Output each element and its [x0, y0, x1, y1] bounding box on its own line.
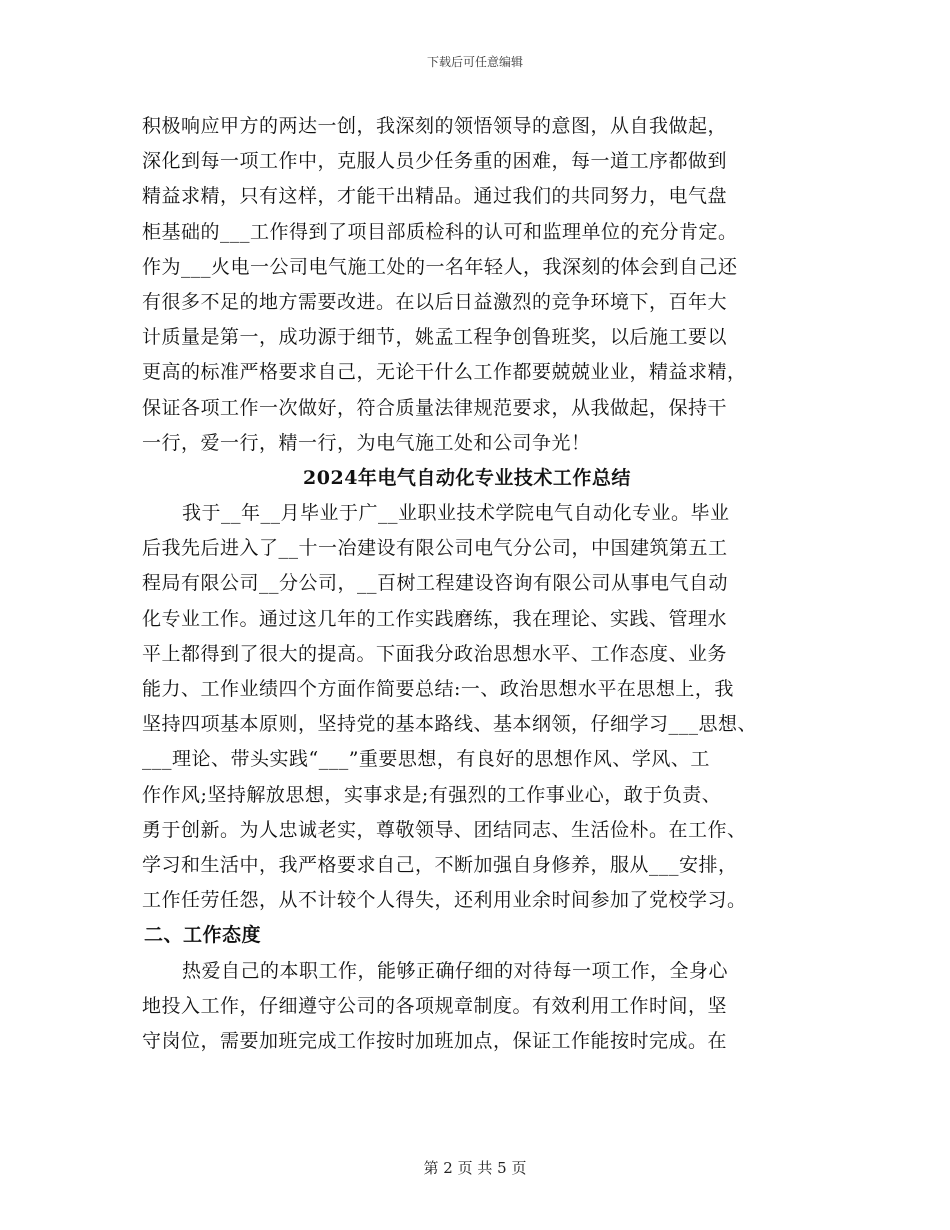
text-line: 后我先后进入了__十一冶建设有限公司电气分公司，中国建筑第五工: [142, 537, 728, 560]
text-line: 积极响应甲方的两达一创，我深刻的领悟领导的意图，从自我做起，: [142, 115, 728, 137]
header-note: 下载后可任意编辑: [426, 55, 523, 69]
text-line: 坚持四项基本原则，坚持党的基本路线、基本纲领，仔细学习___思想、: [142, 713, 758, 736]
text-line: 工作任劳任怨，从不计较个人得失，还利用业余时间参加了党校学习。: [142, 889, 747, 912]
document-body: [142, 109, 822, 1059]
section-title: 2024年电气自动化专业技术工作总结: [303, 466, 631, 489]
text-line: 作作风;坚持解放思想，实事求是;有强烈的工作事业心，敢于负责、: [142, 783, 722, 806]
text-line: 深化到每一项工作中，克服人员少任务重的困难，每一道工序都做到: [142, 150, 728, 173]
paragraph-first-line: 我于__年__月毕业于广__业职业技术学院电气自动化专业。毕业: [182, 502, 730, 525]
text-line: 柜基础的___工作得到了项目部质检科的认可和监理单位的充分肯定。: [142, 220, 738, 243]
text-line: 守岗位，需要加班完成工作按时加班加点，保证工作能按时完成。在: [142, 1029, 728, 1052]
section-heading: 二、工作态度: [144, 924, 262, 947]
text-line: 能力、工作业绩四个方面作简要总结:一、政治思想水平在思想上，我: [142, 678, 734, 700]
text-line: 平上都得到了很大的提高。下面我分政治思想水平、工作态度、业务: [142, 642, 728, 665]
text-line: 化专业工作。通过这几年的工作实践磨练，我在理论、实践、管理水: [142, 607, 728, 630]
text-line: 学习和生活中，我严格要求自己，不断加强自身修养，服从___安排，: [142, 853, 738, 876]
text-line: 勇于创新。为人忠诚老实，尊敬领导、团结同志、生活俭朴。在工作、: [142, 818, 747, 841]
text-line: 计质量是第一，成功源于细节，姚孟工程争创鲁班奖，以后施工要以: [142, 326, 728, 349]
text-line: 保证各项工作一次做好，符合质量法律规范要求，从我做起，保持干: [142, 396, 728, 419]
text-line: ___理论、带头实践“___”重要思想，有良好的思想作风、学风、工: [142, 748, 710, 771]
page-number: 第 2 页 共 5 页: [423, 1159, 527, 1177]
text-line: 更高的标准严格要求自己，无论干什么工作都要兢兢业业，精益求精，: [142, 361, 747, 384]
text-line: 有很多不足的地方需要改进。在以后日益激烈的竞争环境下，百年大: [142, 290, 728, 313]
paragraph-first-line: 热爱自己的本职工作，能够正确仔细的对待每一项工作，全身心: [182, 959, 729, 982]
text-line: 一行，爱一行，精一行，为电气施工处和公司争光！: [142, 431, 591, 454]
text-line: 作为___火电一公司电气施工处的一名年轻人，我深刻的体会到自己还: [142, 255, 738, 278]
text-line: 地投入工作，仔细遵守公司的各项规章制度。有效利用工作时间，坚: [142, 994, 728, 1017]
text-line: 精益求精，只有这样，才能干出精品。通过我们的共同努力，电气盘: [142, 185, 728, 208]
text-line: 程局有限公司__分公司，__百树工程建设咨询有限公司从事电气自动: [142, 572, 729, 595]
